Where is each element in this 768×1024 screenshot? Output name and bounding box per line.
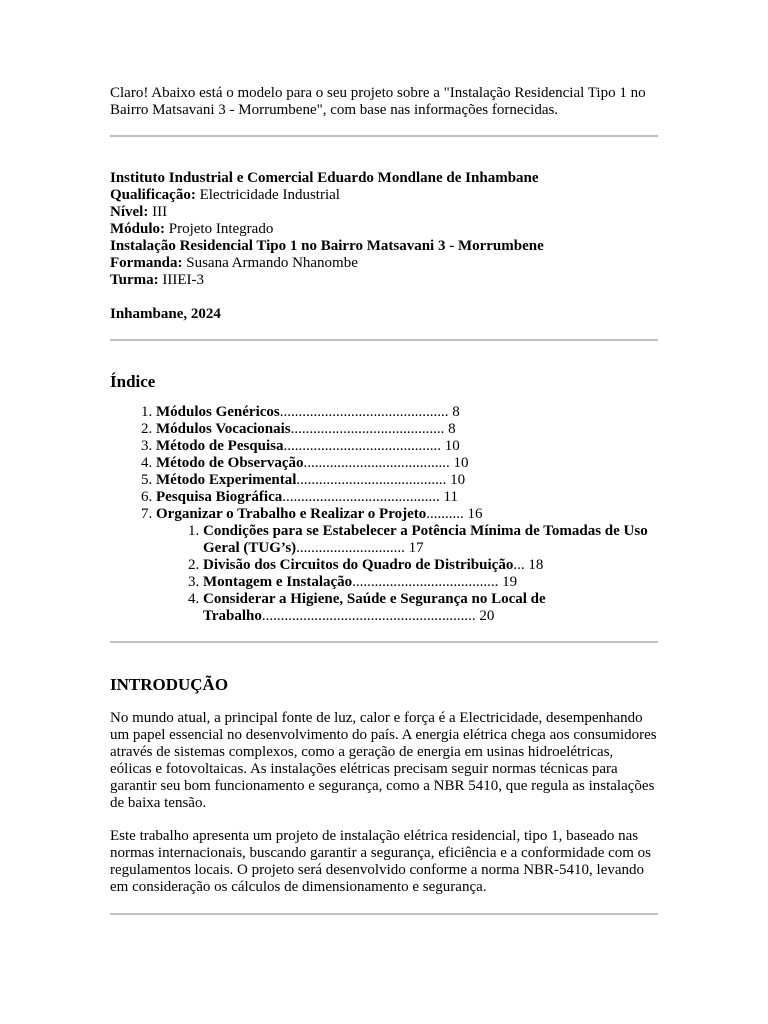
qualification-value: Electricidade Industrial [199,187,340,203]
toc-item[interactable]: 2. Módulos Vocacionais......................................... 8 [156,421,658,438]
module-label: Módulo: [110,221,166,237]
class-value: IIIEI-3 [162,272,205,288]
cover-block [110,170,658,323]
class-line [110,272,658,289]
divider [110,135,658,137]
toc-subitem[interactable]: 4. Considerar a Higiene, Saúde e Segurança no Local de Trabalho......................................................... 20 [203,591,658,625]
toc-sublist [156,523,658,625]
toc-item[interactable]: 3. Método de Pesquisa.......................................... 10 [156,438,658,455]
qualification-label: Qualificação: [110,187,196,203]
toc-item[interactable]: 6. Pesquisa Biográfica.......................................... 11 [156,489,658,506]
class-label: Turma: [110,272,159,288]
divider [110,913,658,915]
toc-subitem[interactable]: 1. Condições para se Estabelecer a Potência Mínima de Tomadas de Uso Geral (TUG’s)............................. 17 [203,523,658,557]
divider [110,339,658,341]
toc-subitem[interactable]: 3. Montagem e Instalação....................................... 19 [203,574,658,591]
level-line [110,204,658,221]
introduction-paragraph: No mundo atual, a principal fonte de luz, calor e força é a Electricidade, desempenhando um papel essencial no desenvolvimento do país. A energia elétrica chega aos consumidores através de sistemas complexos, como a geração de energia em usinas hidroelétricas, eólicas e fotovoltaicas. As instalações elétricas precisam seguir normas técnicas para garantir seu bom funcionamento e segurança, como a NBR 5410, que regula as instalações de baixa tensão. [110,710,657,811]
module-value: Projeto Integrado [168,221,274,237]
toc-item[interactable]: 5. Método Experimental........................................ 10 [156,472,658,489]
institution-name: Instituto Industrial e Comercial Eduardo Mondlane de Inhambane [110,170,539,186]
introduction-heading: INTRODUÇÃO [110,675,229,694]
introduction-paragraph: Este trabalho apresenta um projeto de instalação elétrica residencial, tipo 1, baseado nas normas internacionais, buscando garantir a segurança, eficiência e a conformidade com os regulamentos locais. O projeto será desenvolvido conforme a norma NBR-5410, levando em consideração os cálculos de dimensionamento e segurança. [110,828,652,895]
level-value: III [152,204,168,220]
document-page [110,85,658,915]
toc-item[interactable]: 7. Organizar o Trabalho e Realizar o Projeto.......... 16 1. Condições para se Estabelecer a Potência Mínima de Tomadas de Uso Geral (TUG’s)............................. 17 2. Divisão dos Circuitos do Quadro de Distribuição... 18 3. Montagem e Instalação....................................... 19 4. Considerar a Higiene, Saúde e Segurança no Local de Trabalho......................................................... 20 [156,506,658,625]
divider [110,641,658,643]
module-line [110,221,658,238]
intro-note: Claro! Abaixo está o modelo para o seu projeto sobre a "Instalação Residencial Tipo 1 no Bairro Matsavani 3 - Morrumbene", com base nas informações fornecidas. [110,85,646,118]
project-title: Instalação Residencial Tipo 1 no Bairro Matsavani 3 - Morrumbene [110,238,544,254]
student-value: Susana Armando Nhanombe [186,255,358,271]
table-of-contents [110,404,658,625]
level-label: Nível: [110,204,149,220]
toc-item[interactable]: 1. Módulos Genéricos............................................. 8 [156,404,658,421]
qualification-line [110,187,658,204]
student-label: Formanda: [110,255,183,271]
toc-item[interactable]: 4. Método de Observação....................................... 10 [156,455,658,472]
place-year: Inhambane, 2024 [110,306,221,322]
student-line [110,255,658,272]
toc-heading: Índice [110,372,156,391]
toc-subitem[interactable]: 2. Divisão dos Circuitos do Quadro de Distribuição... 18 [203,557,658,574]
